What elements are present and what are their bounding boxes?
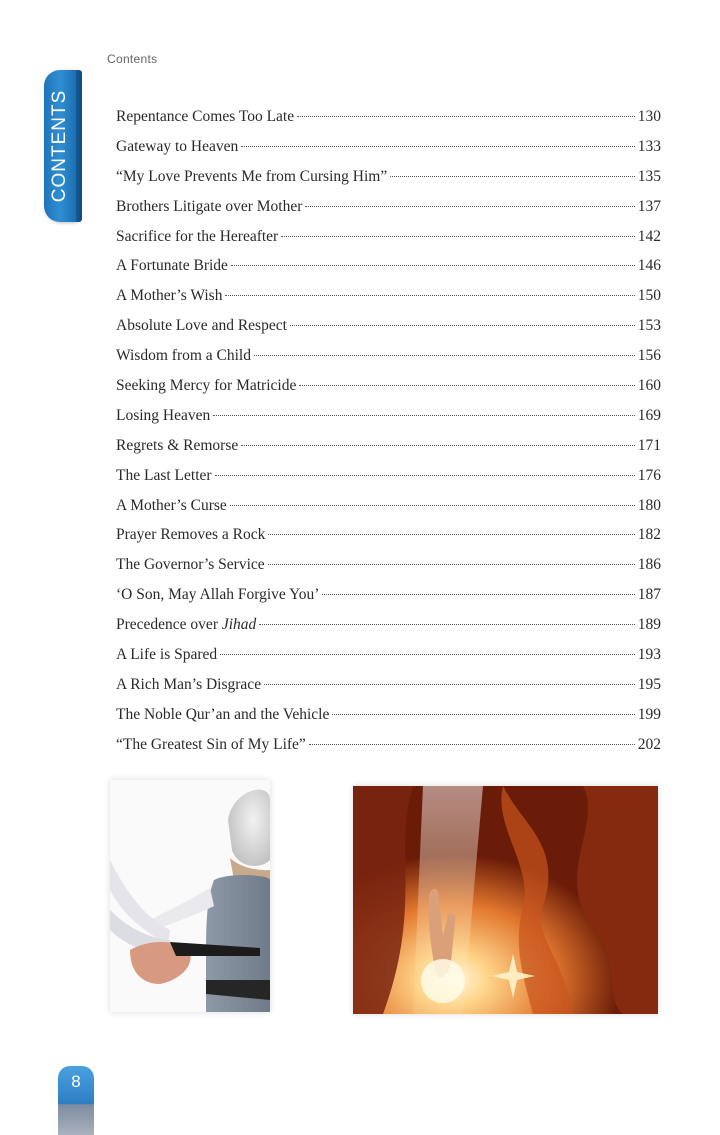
canyon-illustration xyxy=(353,786,658,1014)
toc-entry-title: Wisdom from a Child xyxy=(116,347,251,365)
toc-entry xyxy=(116,257,661,287)
toc-entry-page: 130 xyxy=(637,108,661,125)
toc-entry-title: Sacrifice for the Hereafter xyxy=(116,227,279,245)
toc-entry xyxy=(116,497,661,527)
toc-entry-page: 142 xyxy=(637,227,661,245)
page-number: 8 xyxy=(71,1072,81,1091)
dot-leader xyxy=(305,206,634,207)
toc-entry-page: 153 xyxy=(637,317,661,335)
toc-entry-title: Prayer Removes a Rock xyxy=(116,526,266,544)
toc-entry xyxy=(116,676,661,706)
dot-leader xyxy=(390,176,635,177)
toc-entry-page: 186 xyxy=(637,556,661,574)
toc-entry-page: 182 xyxy=(637,526,661,544)
dot-leader xyxy=(254,355,635,356)
toc-entry-page: 199 xyxy=(637,705,661,723)
table-of-contents xyxy=(116,108,661,766)
dot-leader xyxy=(215,475,635,476)
dot-leader xyxy=(241,146,635,147)
toc-entry-title: Losing Heaven xyxy=(116,406,211,424)
toc-entry-page: 135 xyxy=(637,167,661,185)
toc-entry xyxy=(116,347,661,377)
dot-leader xyxy=(264,684,635,685)
dot-leader xyxy=(259,624,634,625)
toc-entry xyxy=(116,138,661,168)
toc-entry-title: A Mother’s Curse xyxy=(116,496,227,514)
toc-entry-page: 133 xyxy=(637,137,661,155)
toc-entry xyxy=(116,736,661,766)
toc-entry xyxy=(116,616,661,646)
toc-entry-page: 171 xyxy=(637,436,661,454)
toc-entry-title: “My Love Prevents Me from Cursing Him” xyxy=(116,167,388,185)
toc-entry-page: 180 xyxy=(637,496,661,514)
dot-leader xyxy=(230,505,635,506)
toc-entry xyxy=(116,706,661,736)
toc-entry-page: 146 xyxy=(637,257,661,275)
toc-entry-title: The Last Letter xyxy=(116,466,212,484)
toc-entry-title: Precedence over Jihad xyxy=(116,616,257,634)
toc-entry-title: Gateway to Heaven xyxy=(116,137,239,155)
toc-entry xyxy=(116,228,661,258)
toc-entry xyxy=(116,646,661,676)
toc-entry-title: Repentance Comes Too Late xyxy=(116,108,295,125)
wheelchair-photo xyxy=(110,780,270,1012)
dot-leader xyxy=(268,534,634,535)
toc-entry xyxy=(116,586,661,616)
toc-entry xyxy=(116,437,661,467)
toc-entry-title: Absolute Love and Respect xyxy=(116,317,287,335)
toc-entry-title: Regrets & Remorse xyxy=(116,436,239,454)
side-tab-label: CONTENTS xyxy=(49,89,70,203)
toc-entry-title: A Life is Spared xyxy=(116,646,218,664)
toc-entry-title: ‘O Son, May Allah Forgive You’ xyxy=(116,586,320,604)
dot-leader xyxy=(332,714,634,715)
toc-entry xyxy=(116,287,661,317)
toc-entry-page: 160 xyxy=(637,377,661,395)
toc-entry-title-italic: Jihad xyxy=(221,616,257,634)
dot-leader xyxy=(297,116,635,117)
toc-entry-title: The Governor’s Service xyxy=(116,556,265,574)
toc-entry-page: 195 xyxy=(637,675,661,693)
dot-leader xyxy=(213,415,634,416)
toc-entry xyxy=(116,198,661,228)
toc-entry-page: 137 xyxy=(637,197,661,215)
toc-entry-title: A Fortunate Bride xyxy=(116,257,228,275)
toc-entry-title: “The Greatest Sin of My Life” xyxy=(116,735,306,753)
wheelchair-illustration xyxy=(110,780,270,1012)
toc-entry xyxy=(116,556,661,586)
toc-entry-title: The Noble Qur’an and the Vehicle xyxy=(116,705,330,723)
dot-leader xyxy=(281,236,635,237)
running-head: Contents xyxy=(107,52,158,66)
toc-entry-title: A Mother’s Wish xyxy=(116,287,223,305)
dot-leader xyxy=(268,564,635,565)
toc-entry xyxy=(116,467,661,497)
toc-entry-page: 176 xyxy=(637,466,661,484)
dot-leader xyxy=(225,295,634,296)
toc-entry-page: 202 xyxy=(637,735,661,753)
dot-leader xyxy=(322,594,634,595)
toc-entry xyxy=(116,526,661,556)
toc-entry xyxy=(116,317,661,347)
canyon-prayer-photo xyxy=(353,786,658,1014)
toc-entry-page: 169 xyxy=(637,406,661,424)
dot-leader xyxy=(290,325,635,326)
toc-entry-title: Seeking Mercy for Matricide xyxy=(116,377,297,395)
dot-leader xyxy=(220,654,635,655)
toc-entry xyxy=(116,377,661,407)
dot-leader xyxy=(309,744,635,745)
toc-entry-page: 150 xyxy=(637,287,661,305)
toc-entry-title: A Rich Man’s Disgrace xyxy=(116,675,262,693)
toc-entry-page: 156 xyxy=(637,347,661,365)
toc-entry xyxy=(116,407,661,437)
dot-leader xyxy=(299,385,634,386)
page-number-tab xyxy=(58,1066,94,1135)
toc-entry-page: 187 xyxy=(637,586,661,604)
contents-side-tab xyxy=(44,70,76,222)
toc-entry xyxy=(116,108,661,138)
toc-entry-title: Brothers Litigate over Mother xyxy=(116,197,303,215)
dot-leader xyxy=(241,445,634,446)
toc-entry xyxy=(116,168,661,198)
toc-entry-page: 189 xyxy=(637,616,661,634)
dot-leader xyxy=(231,265,635,266)
toc-entry-page: 193 xyxy=(637,646,661,664)
